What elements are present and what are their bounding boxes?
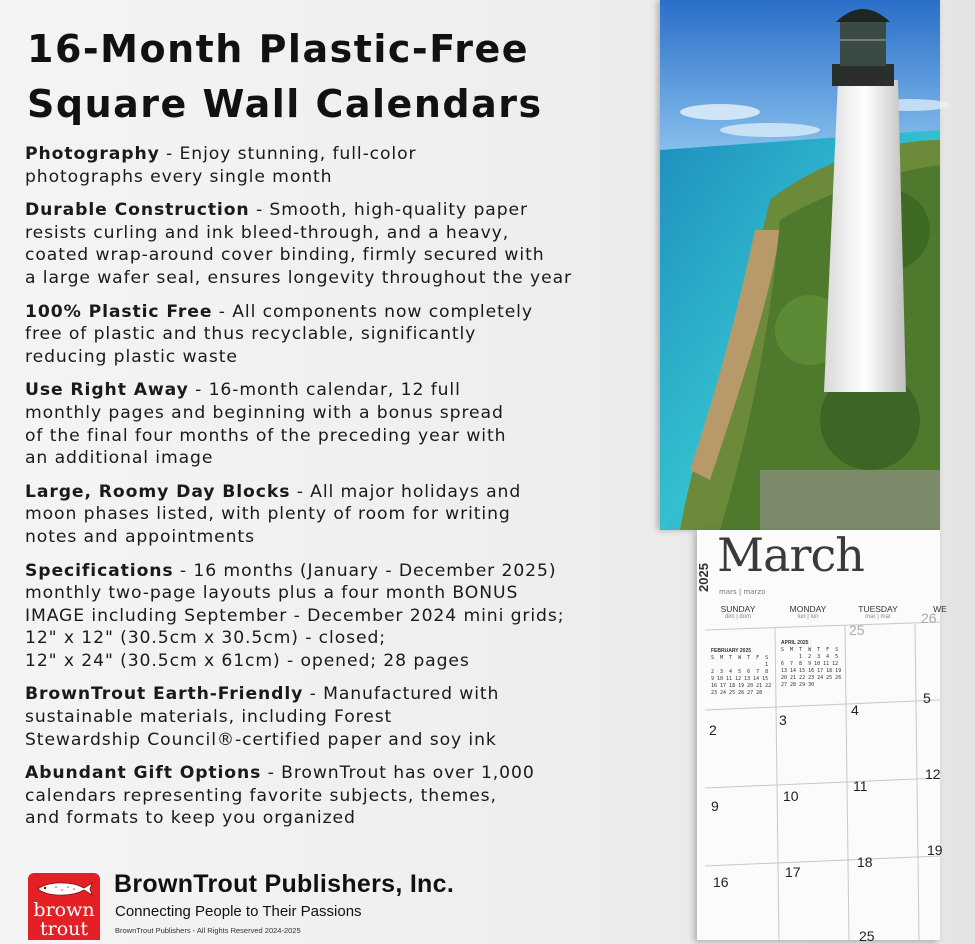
feature-label: Use Right Away: [25, 380, 189, 401]
feature-item: [25, 762, 665, 830]
feature-text: - Smooth, high-quality paper resists curling and ink bleed-through, and a heavy, coated wrap-around cover binding, firmly secured with a large wafer seal, ensures longevity throughout the year: [25, 200, 572, 288]
page-title: [27, 22, 667, 132]
day-number: 2: [709, 722, 717, 738]
day-number: 10: [783, 788, 799, 804]
feature-label: BrownTrout Earth-Friendly: [25, 684, 304, 705]
day-number: 19: [927, 842, 943, 858]
feature-label: 100% Plastic Free: [25, 301, 213, 322]
day-header-tuesday: TUESDAY mar | mar: [858, 604, 898, 620]
feature-item: [25, 143, 665, 188]
day-header-monday: MONDAY lun | lun: [789, 604, 827, 620]
feature-label: Large, Roomy Day Blocks: [25, 481, 291, 502]
calendar-page: [695, 528, 947, 944]
day-number: 3: [779, 712, 787, 728]
feature-text: - All components now completely free of plastic and thus recyclable, significantly reducing plastic waste: [25, 301, 533, 367]
feature-text: - Enjoy stunning, full-color photographs every single month: [25, 144, 417, 187]
lighthouse-photo: [660, 0, 940, 530]
day-number: 26: [921, 610, 937, 626]
browntrout-logo: [28, 873, 100, 940]
logo-wordmark: brown trout: [33, 899, 95, 940]
publisher-name: BrownTrout Publishers, Inc.: [114, 870, 455, 898]
day-number: 11: [853, 778, 868, 794]
feature-item: [25, 481, 665, 549]
publisher-tagline: Connecting People to Their Passions: [115, 903, 362, 920]
mini-calendar-april: APRIL 2025 S M T W T F S 1 2 3 4 5 6 7 8 9 10 11 12 13 14 15 16 17 18 19 20 21 22 23 24 25 26 27 28 29 30: [781, 640, 842, 688]
copyright-text: BrownTrout Publishers - All Rights Reserved 2024-2025: [115, 926, 301, 935]
calendar-month: March: [717, 528, 864, 582]
feature-label: Photography: [25, 144, 160, 164]
day-number: 5: [923, 690, 931, 706]
feature-item: [25, 560, 665, 673]
day-number: 4: [851, 702, 859, 718]
feature-label: Specifications: [25, 560, 174, 581]
feature-item: [25, 199, 665, 289]
trout-icon: [34, 879, 94, 899]
day-number: 25: [859, 928, 875, 944]
feature-list: [25, 143, 665, 841]
day-header-sunday: SUNDAY dim | dom: [720, 604, 756, 620]
day-number: 18: [857, 854, 873, 870]
feature-label: Durable Construction: [25, 200, 250, 221]
feature-text: - BrownTrout has over 1,000 calendars representing favorite subjects, themes, and formats to keep you organized: [25, 763, 535, 829]
feature-item: [25, 683, 665, 751]
feature-text: - All major holidays and moon phases listed, with plenty of room for writing notes and appointments: [25, 481, 522, 547]
calendar-grid-lines: [697, 530, 940, 940]
lighthouse-image: [660, 0, 940, 530]
title-line-1: 16-Month Plastic-Free: [27, 27, 530, 71]
day-number: 25: [849, 622, 865, 638]
calendar-month-translations: mars | marzo: [719, 588, 766, 596]
day-header-wednesday: WE: [933, 604, 947, 614]
feature-item: [25, 379, 665, 469]
day-number: 12: [925, 766, 941, 782]
day-number: 16: [713, 874, 729, 890]
calendar-year: 2025: [695, 563, 711, 592]
feature-text: - Manufactured with sustainable materials, including Forest Stewardship Council®-certified paper and soy ink: [25, 684, 500, 750]
feature-item: [25, 301, 665, 369]
mini-calendar-february: FEBRUARY 2025 S M T W T F S 1 2 3 4 5 6 7 8 9 10 11 12 13 14 15 16 17 18 19 20 21 22 23 24 25 26 27 28: [711, 648, 772, 696]
day-number: 17: [785, 864, 801, 880]
feature-label: Abundant Gift Options: [25, 763, 262, 784]
day-number: 9: [711, 798, 719, 814]
title-line-2: Square Wall Calendars: [27, 82, 543, 126]
feature-text: - 16-month calendar, 12 full monthly pages and beginning with a bonus spread of the final four months of the preceding year with an additional image: [25, 380, 507, 469]
feature-text: - 16 months (January - December 2025) monthly two-page layouts plus a four month BONUS IMAGE including September - December 2024 mini grids; 12" x 12" (30.5cm x 30.5cm) - closed; 12" x 24" (30.5cm x 61cm) - opened; 28 pages: [25, 560, 565, 671]
